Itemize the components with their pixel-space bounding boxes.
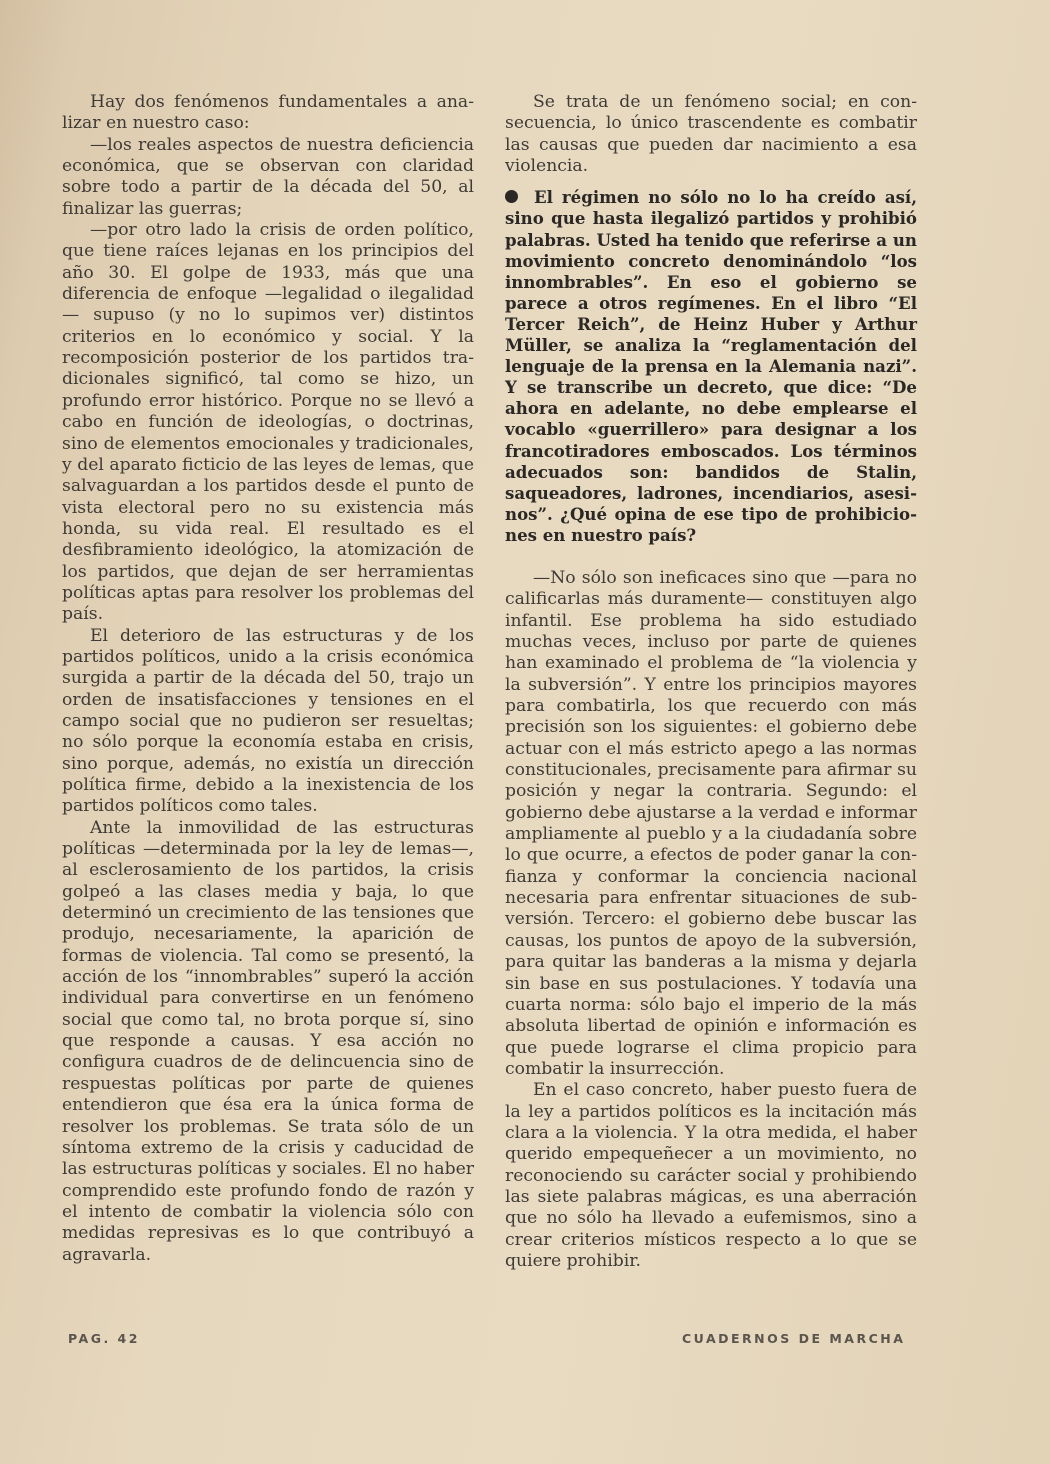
question-text: El régimen no sólo no lo ha creído así, sino que hasta ilegalizó partidos y prohibió palabras. Usted ha tenido que referirse a un movimiento concreto denominándolo “los innombrables”. En eso el gobierno se parece a otros regímenes. En el libro “El Tercer Reich”, de Heinz Huber y Arthur Müller, se analiza la “reglamentación del lenguaje de la prensa en la Alemania nazi”. Y se transcribe un decreto, que dice: “De ahora en adelante, no debe emplearse el vocablo «guerrillero» para designar a los francotiradores emboscados. Los términos adecuados son: bandidos de Stalin, saqueadores, ladrones, incendiarios, asesinos”. ¿Qué opina de ese tipo de prohibiciones en nuestro país? bbox=[505, 187, 917, 545]
publication-name: CUADERNOS DE MARCHA bbox=[682, 1331, 906, 1346]
paragraph: En el caso concreto, haber puesto fuera de la ley a partidos políticos es la incitación más clara a la violencia. Y la otra medida, el haber querido empequeñecer a un movimiento, no reconociendo su carácter social y prohibiendo las siete palabras mágicas, es una aberración que no sólo ha llevado a eufemismos, sino a crear criterios místicos respecto a lo que se quiere prohibir. bbox=[505, 1080, 917, 1271]
paragraph: El deterioro de las estructuras y de los partidos políticos, unido a la crisis económica surgida a partir de la década del 50, trajo un orden de insatisfacciones y tensiones en el campo social que no pudieron ser resueltas; no sólo porque la economía estaba en crisis, sino porque, además, no existía un dirección política firme, debido a la inexistencia de los partidos políticos como tales. bbox=[62, 625, 474, 817]
paragraph: Hay dos fenómenos fundamentales a analizar en nuestro caso: bbox=[62, 92, 474, 134]
paragraph: Se trata de un fenómeno social; en consecuencia, lo único trascendente es combatir las causas que pueden dar nacimiento a esa violencia. bbox=[505, 92, 917, 177]
paragraph: —los reales aspectos de nuestra deficiencia económica, que se observan con claridad sobre todo a partir de la década del 50, al finalizar las guerras; bbox=[62, 134, 474, 219]
paragraph: —por otro lado la crisis de orden político, que tiene raíces lejanas en los principios del año 30. El golpe de 1933, más que una diferencia de enfoque —legalidad o ilegalidad— supuso (y no lo supimos ver) distintos criterios en lo económico y social. Y la recomposición posterior de los partidos tradicionales significó, tal como se hizo, un profundo error histórico. Porque no se llevó a cabo en función de ideologías, o doctrinas, sino de elementos emocionales y tradicionales, y del aparato ficticio de las leyes de lemas, que salvaguardan a los partidos desde el punto de vista electoral pero no su existencia más honda, su vida real. El resultado es el desfibramiento ideológico, la atomización de los partidos, que dejan de ser herramientas políticas aptas para resolver los problemas del país. bbox=[62, 220, 474, 625]
interview-question bbox=[505, 187, 917, 546]
left-column bbox=[62, 92, 474, 1266]
bullet-icon bbox=[505, 190, 518, 203]
page-number: PAG. 42 bbox=[68, 1331, 140, 1346]
paragraph: —No sólo son ineficaces sino que —para no calificarlas más duramente— constituyen algo infantil. Ese problema ha sido estudiado muchas veces, incluso por parte de quienes han examinado el problema de “la violencia y la subversión”. Y entre los principios mayores para combatirla, los que recuerdo con más precisión son los siguientes: el gobierno debe actuar con el más estricto apego a las normas constitucionales, precisamente para afirmar su posición y negar la contraria. Segundo: el gobierno debe ajustarse a la verdad e informar ampliamente al pueblo y a la ciudadanía sobre lo que ocurre, a efectos de poder ganar la confianza y conformar la conciencia nacional necesaria para enfrentar situaciones de subversión. Tercero: el gobierno debe buscar las causas, los puntos de apoyo de la subversión, para quitar las banderas a la misma y dejarla sin base en sus postulaciones. Y todavía una cuarta norma: sólo bajo el imperio de la más absoluta libertad de opinión e información es que puede lograrse el clima propicio para combatir la insurrección. bbox=[505, 567, 917, 1079]
paragraph: Ante la inmovilidad de las estructuras políticas —determinada por la ley de lemas—, al esclerosamiento de los partidos, la crisis golpeó a las clases media y baja, lo que determinó un crecimiento de las tensiones que produjo, necesariamente, la aparición de formas de violencia. Tal como se presentó, la acción de los “innombrables” superó la acción individual para convertirse en un fenómeno social que como tal, no brota porque sí, sino que responde a causas. Y esa acción no configura cuadros de de delincuencia sino de respuestas políticas por parte de quienes entendieron que ésa era la única forma de resolver los problemas. Se trata sólo de un síntoma extremo de la crisis y caducidad de las estructuras políticas y sociales. El no haber comprendido este profundo fondo de razón y el intento de combatir la violencia sólo con medidas represivas es lo que contribuyó a agravarla. bbox=[62, 817, 474, 1265]
right-column bbox=[505, 92, 917, 1272]
